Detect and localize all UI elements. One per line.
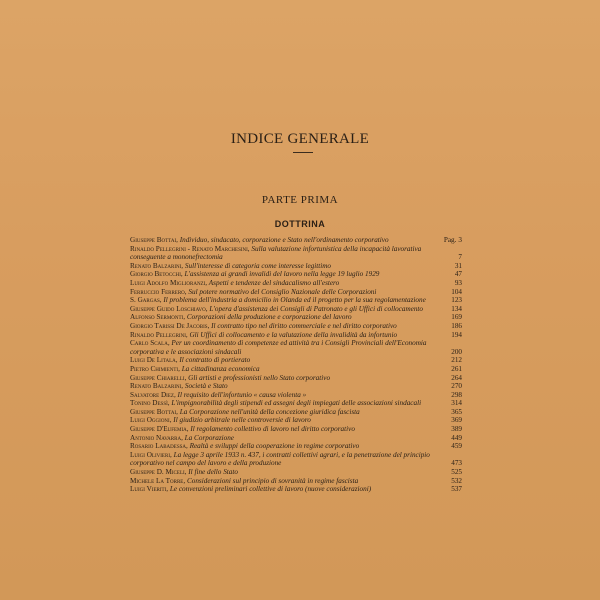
page-number-value: 31	[454, 261, 462, 270]
toc-separator: ,	[207, 321, 212, 330]
toc-author: Giorgio Betocchi	[130, 270, 181, 279]
toc-separator: ,	[183, 313, 187, 322]
toc-separator: ,	[181, 261, 185, 270]
toc-page-number	[440, 485, 462, 494]
toc-work-title: Individuo, sindacato, corporazione e Stato nell'ordinamento corporativo	[179, 236, 389, 244]
toc-entry	[130, 391, 462, 400]
toc-author: Giuseppe Chiarelli	[130, 373, 185, 382]
toc-page-number	[440, 408, 462, 417]
toc-work-title: L'assistenza ai grandi invalidi del lavoro nella legge 19 luglio 1929	[184, 270, 380, 279]
toc-author: Ferruccio Ferrero	[130, 287, 185, 296]
toc-work-title: L'impignorabilità degli stipendi ed assegni degli impiegati delle associazioni sindacali	[171, 399, 422, 408]
toc-page-number	[440, 288, 462, 297]
toc-page-number	[440, 348, 462, 357]
toc-author: Luigi Adolfo Miglioranzi	[130, 278, 206, 287]
page-number-value: 134	[451, 304, 462, 313]
toc-author: Giuseppe D. Miceli	[130, 468, 185, 477]
toc-work-title: La Corporazione nell'unità della concezione giuridica fascista	[179, 407, 360, 416]
toc-separator: ,	[169, 450, 174, 459]
toc-entry	[130, 339, 462, 356]
toc-separator: ,	[178, 364, 182, 373]
toc-author: Giuseppe Guido Loschiavo	[130, 304, 206, 313]
page-number-value: 459	[451, 442, 462, 451]
toc-separator: ,	[184, 373, 189, 382]
toc-work-title: Aspetti e tendenze del sindacalismo all'estero	[208, 278, 340, 287]
page-title: INDICE GENERALE	[230, 131, 370, 147]
toc-page-number	[440, 270, 462, 279]
toc-page-number	[440, 253, 462, 262]
toc-author: Renato Balzarini	[130, 261, 182, 270]
toc-entry	[130, 331, 462, 340]
page-number-value: 449	[451, 433, 462, 442]
page-number-value: 298	[451, 390, 462, 399]
toc-page-number	[440, 391, 462, 400]
toc-page-number	[440, 442, 462, 451]
toc-entry	[130, 434, 462, 443]
toc-page-number	[440, 416, 462, 425]
toc-separator: ,	[205, 278, 209, 287]
toc-entry	[130, 236, 462, 245]
toc-separator: ,	[167, 339, 172, 348]
toc-work-title: Le convenzioni preliminari collettive di lavoro (nuove considerazioni)	[169, 485, 372, 494]
table-of-contents	[130, 236, 462, 494]
page-number-value: 186	[451, 321, 462, 330]
toc-work-title: Il regolamento collettivo di lavoro nel diritto corporativo	[190, 425, 355, 434]
toc-work-title: La Corporazione	[184, 433, 234, 442]
toc-work-title: Il giudizio arbitrale nelle controversie di lavoro	[173, 416, 311, 425]
toc-author: Rinaldo Pellegrini	[130, 330, 186, 339]
toc-page-number	[440, 305, 462, 314]
toc-author: Salvatore Diez	[130, 390, 174, 399]
toc-separator: ,	[176, 236, 180, 244]
page-number-value: 3	[458, 236, 462, 244]
section-heading: DOTTRINA	[274, 219, 326, 229]
toc-entry	[130, 288, 462, 297]
toc-entry	[130, 262, 462, 271]
toc-separator: ,	[173, 390, 178, 399]
toc-page-number	[440, 477, 462, 486]
toc-page-number	[440, 313, 462, 322]
page-number-value: 7	[458, 253, 462, 262]
toc-author: Renato Balzarini	[130, 382, 182, 391]
toc-separator: ,	[169, 416, 174, 425]
toc-separator: ,	[186, 425, 191, 434]
toc-page-number	[440, 468, 462, 477]
toc-entry	[130, 322, 462, 331]
toc-separator: ,	[183, 476, 187, 485]
page-number-value: 264	[451, 373, 462, 382]
toc-work-title: L'opera d'assistenza dei Consigli di Patronato e gli Uffici di collocamento	[209, 304, 424, 313]
toc-separator: ,	[184, 468, 189, 477]
toc-separator: ,	[176, 407, 180, 416]
toc-author: Michele La Torre	[130, 476, 184, 485]
toc-separator: ,	[159, 296, 164, 305]
toc-page-number	[440, 425, 462, 434]
toc-author: Giuseppe Bottai	[130, 407, 177, 416]
toc-entry	[130, 270, 462, 279]
page-number-value: 123	[451, 296, 462, 305]
toc-entry	[130, 416, 462, 425]
toc-separator: ,	[180, 270, 185, 279]
toc-author: Luigi Oggioni	[130, 416, 170, 425]
toc-work-title: Corporazioni della produzione e corporazione del lavoro	[186, 313, 352, 322]
toc-entry	[130, 425, 462, 434]
toc-page-number	[440, 365, 462, 374]
toc-work-title: Per un coordinamento di competenze ed attività tra i Consigli Provinciali dell'Economia corporativa e le associazioni sindacali	[130, 339, 427, 356]
toc-work-title: Società e Stato	[184, 382, 228, 391]
toc-separator: ,	[181, 433, 185, 442]
toc-entry	[130, 477, 462, 486]
toc-author: Rosario Labadessa	[130, 442, 186, 451]
page-number-value: 389	[451, 425, 462, 434]
toc-separator: ,	[175, 356, 180, 365]
toc-author: Luigi De Litala	[130, 356, 176, 365]
toc-work-title: Sull'interesse di categoria come interesse legittimo	[184, 261, 332, 270]
page-prefix: Pag.	[443, 236, 457, 244]
toc-separator: ,	[205, 304, 210, 313]
toc-page-number	[440, 356, 462, 365]
toc-entry	[130, 279, 462, 288]
toc-page-number	[440, 382, 462, 391]
part-heading: PARTE PRIMA	[261, 194, 339, 206]
toc-work-title: La cittadinanza economica	[181, 364, 260, 373]
toc-page-number	[440, 262, 462, 271]
toc-entry	[130, 313, 462, 322]
toc-entry	[130, 382, 462, 391]
toc-work-title: Sul potere normativo del Consiglio Nazionale delle Corporazioni	[188, 287, 377, 296]
toc-author: Luigi Vieriti	[130, 485, 167, 494]
toc-separator: ,	[184, 287, 189, 296]
toc-work-title: Gli artisti e professionisti nello Stato corporativo	[188, 373, 331, 382]
toc-work-title: Il fine dello Stato	[188, 468, 238, 477]
toc-author: Alfonso Sermonti	[130, 313, 184, 322]
toc-page-number	[440, 296, 462, 305]
toc-work-title: Il requisito dell'infortunio « causa violenta »	[177, 390, 307, 399]
toc-work-title: Il contratto tipo nel diritto commerciale e nel diritto corporativo	[211, 321, 397, 330]
page-number-value: 261	[451, 364, 462, 373]
toc-page-number	[440, 331, 462, 340]
toc-author: Giuseppe Bottai	[130, 236, 177, 244]
toc-entry	[130, 356, 462, 365]
toc-author: S. Gargas	[130, 296, 160, 305]
toc-work-title: Gli Uffici di collocamento e la valutazione della invalidità da infortunio	[189, 330, 398, 339]
toc-author: Rinaldo Pellegrini - Renato Marchesini	[130, 244, 248, 253]
page-number-value: 200	[451, 347, 462, 356]
page-number-value: 537	[451, 485, 462, 494]
toc-entry	[130, 374, 462, 383]
toc-separator: ,	[166, 485, 170, 494]
page-number-value: 169	[451, 313, 462, 322]
toc-page-number	[440, 434, 462, 443]
page-number-value: 212	[451, 356, 462, 365]
toc-page-number	[440, 322, 462, 331]
page-number-value: 473	[451, 459, 462, 468]
page-number-value: 532	[451, 476, 462, 485]
toc-work-title: Il contratto di portierato	[179, 356, 251, 365]
toc-author: Carlo Scala	[130, 339, 168, 348]
toc-entry	[130, 365, 462, 374]
toc-author: Luigi Olivieri	[130, 450, 170, 459]
toc-work-title: Sulla valutazione infortunistica della incapacità lavorativa conseguente a mononefrectomia	[130, 244, 422, 262]
toc-entry	[130, 408, 462, 417]
page-number-value: 365	[451, 407, 462, 416]
toc-separator: ,	[186, 442, 190, 451]
toc-separator: ,	[181, 382, 185, 391]
toc-entry	[130, 245, 462, 262]
toc-author: Giorgio Tarissi De Jacobis	[130, 321, 208, 330]
page-number-value: 369	[451, 416, 462, 425]
title-divider	[293, 152, 313, 153]
toc-entry	[130, 451, 462, 468]
toc-entry	[130, 485, 462, 494]
toc-entry	[130, 468, 462, 477]
toc-page-number	[440, 279, 462, 288]
toc-author: Giuseppe D'Eufemia	[130, 425, 187, 434]
page-number-value: 93	[454, 278, 462, 287]
toc-entry	[130, 399, 462, 408]
toc-page-number	[422, 236, 462, 245]
page-number-value: 525	[451, 468, 462, 477]
toc-author: Tonino Dessì	[130, 399, 168, 408]
page-number-value: 47	[454, 270, 462, 279]
toc-separator: ,	[185, 330, 190, 339]
toc-page-number	[440, 374, 462, 383]
toc-work-title: Il problema dell'industria a domicilio in Olanda ed il progetto per la sua regolamentazione	[163, 296, 426, 305]
toc-work-title: La legge 3 aprile 1933 n. 437, i contratti collettivi agrari, e la penetrazione del principio corporativo nel campo del lavoro e della produzione	[130, 450, 430, 468]
page-number-value: 194	[451, 330, 462, 339]
toc-entry	[130, 296, 462, 305]
toc-entry	[130, 442, 462, 451]
toc-work-title: Realtà e sviluppi della cooperazione in regime corporativo	[189, 442, 360, 451]
toc-page-number	[440, 399, 462, 408]
toc-separator: ,	[167, 399, 172, 408]
page-number-value: 270	[451, 382, 462, 391]
toc-entry	[130, 305, 462, 314]
toc-page-number	[440, 459, 462, 468]
toc-author: Pietro Chimienti	[130, 364, 179, 373]
toc-work-title: Considerazioni sul principio di sovranità in regime fascista	[186, 476, 359, 485]
page-number-value: 104	[451, 287, 462, 296]
page-number-value: 314	[451, 399, 462, 408]
toc-separator: ,	[247, 244, 252, 253]
toc-author: Antonio Navarra	[130, 433, 182, 442]
